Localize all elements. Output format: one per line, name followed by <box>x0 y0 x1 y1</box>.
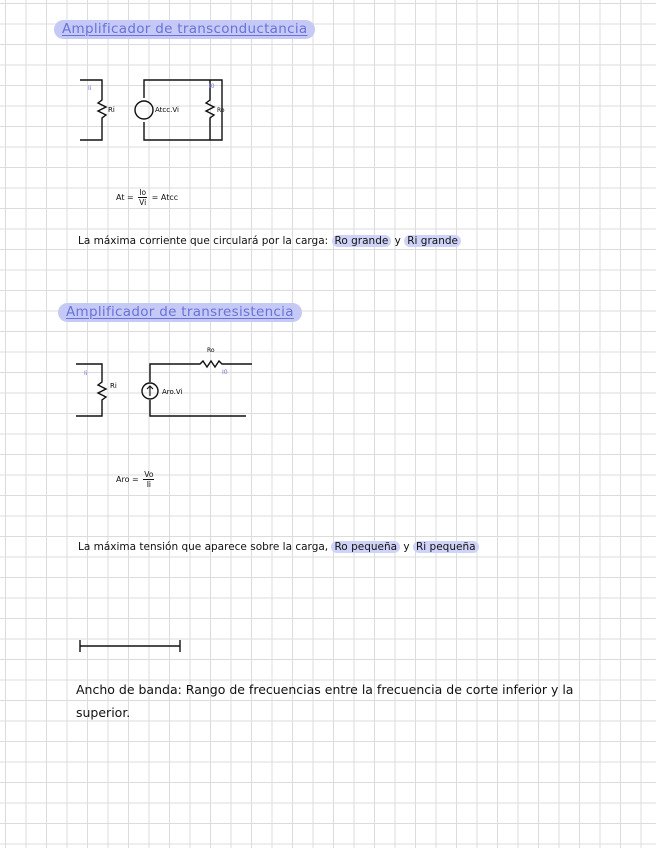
input-current-label: Ii <box>84 370 88 377</box>
section-heading-transresistencia: Amplificador de transresistencia <box>58 303 302 322</box>
transconductance-note: La máxima corriente que circulará por la carga: Ro grande y Ri grande <box>78 235 461 247</box>
section-heading-transconductancia: Amplificador de transconductancia <box>54 20 315 39</box>
input-resistor-label: Ri <box>108 106 115 114</box>
bandwidth-definition: Ancho de banda: Rango de frecuencias entre la frecuencia de corte inferior y la superior. <box>76 682 574 720</box>
bandwidth-range-line <box>78 639 184 653</box>
transresistance-note: La máxima tensión que aparece sobre la carga, Ro pequeña y Ri pequeña <box>78 541 479 553</box>
transresistance-equation: Aro = $\frac{Vo}{Ii}$ <box>116 470 154 489</box>
input-current-label: Ii <box>88 85 92 92</box>
transconductance-equation: At = $\frac{Io}{Vi}$ = Atcc <box>116 188 179 207</box>
input-resistor-label: Ri <box>110 382 117 390</box>
transresistance-circuit-diagram <box>74 342 254 422</box>
output-current-label: I0 <box>222 369 228 376</box>
transconductance-circuit-diagram <box>76 72 236 152</box>
output-resistor-label: Ro <box>217 107 225 114</box>
source-label: Aro.Vi <box>162 388 183 396</box>
output-resistor-label: Ro <box>207 347 215 354</box>
source-label: Atcc.Vi <box>155 106 179 114</box>
output-current-label: I0 <box>209 83 215 90</box>
